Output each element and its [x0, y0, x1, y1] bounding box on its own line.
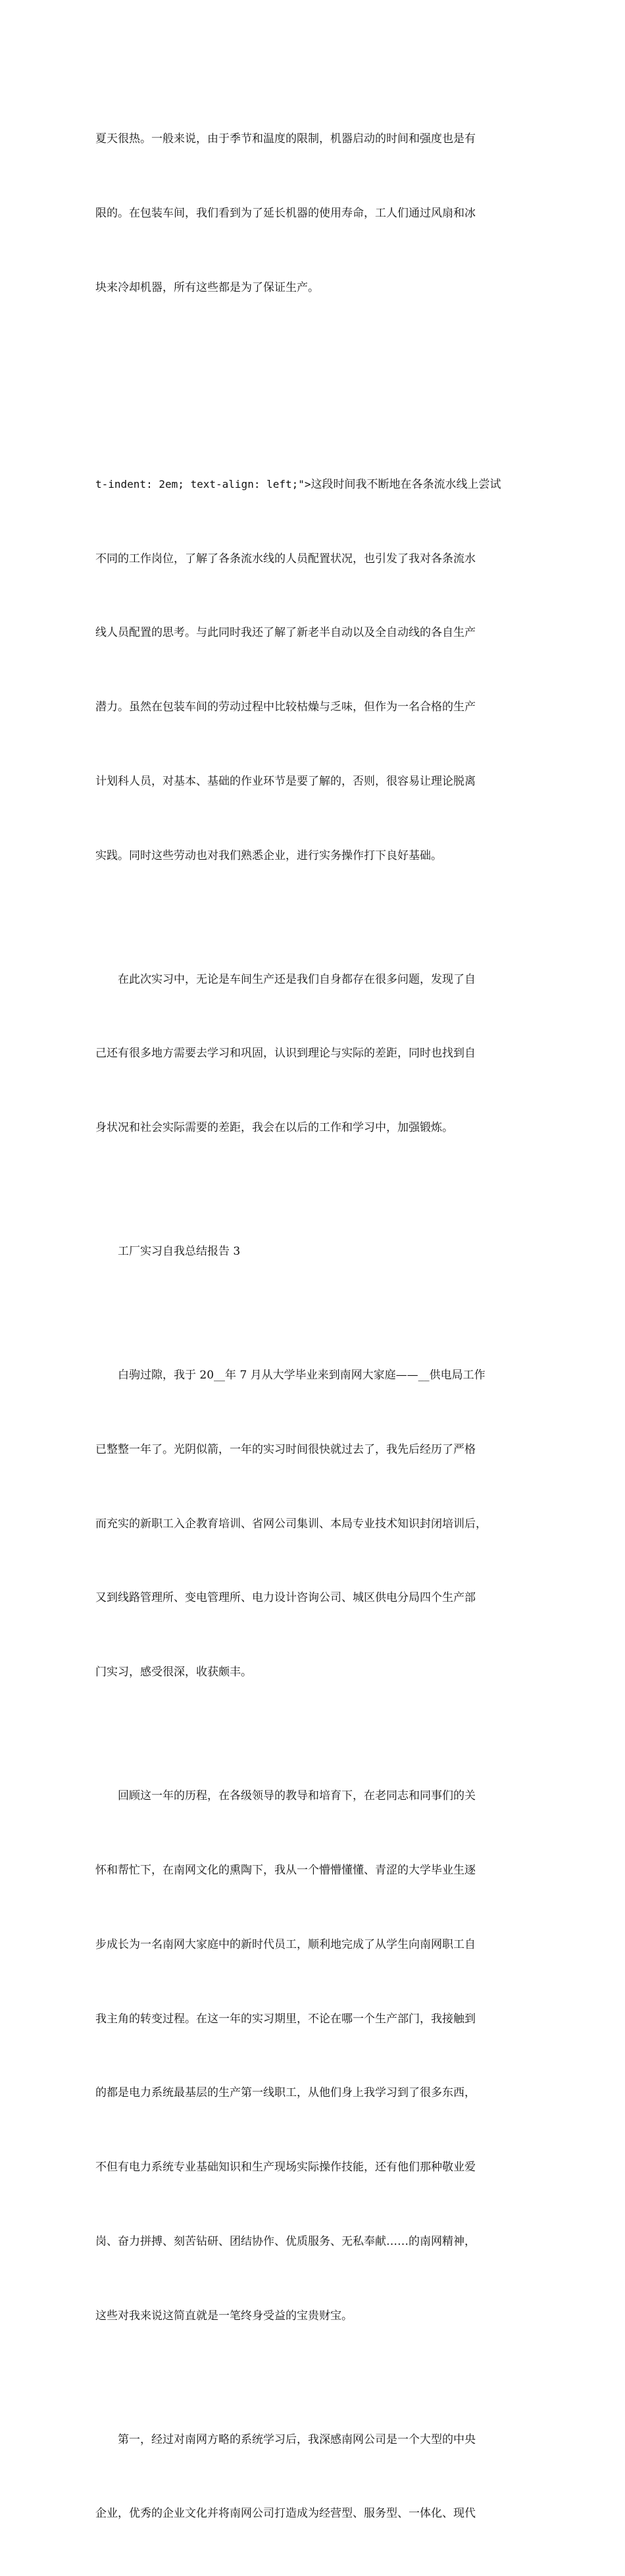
text-line: 的都是电力系统最基层的生产第一线职工，从他们身上我学习到了很多东西， — [95, 2086, 476, 2100]
text-line: 我主角的转变过程。在这一年的实习期里，不论在哪一个生产部门，我接触到 — [95, 2012, 476, 2026]
text-line-rest: 这段时间我不断地在各条流水线上尝试 — [311, 477, 501, 491]
text-line: 限的。在包装车间，我们看到为了延长机器的使用寿命，工人们通过风扇和冰 — [95, 206, 476, 220]
paragraph-internship-problems — [95, 918, 530, 1190]
text-line: 已整整一年了。光阴似箭，一年的实习时间很快就过去了，我先后经历了严格 — [95, 1442, 476, 1456]
text-line: 块来冷却机器，所有这些都是为了保证生产。 — [95, 280, 319, 294]
text-line: 门实习，感受很深，收获颇丰。 — [95, 1666, 252, 1679]
text-line: 己还有很多地方需要去学习和巩固，认识到理论与实际的差距，同时也找到自 — [95, 1047, 476, 1061]
text-line: 回顾这一年的历程，在各级领导的教导和培育下，在老同志和同事们的关 — [95, 1789, 476, 1803]
text-line: 线人员配置的思考。与此同时我还了解了新老半自动以及全自动线的各自生产 — [95, 626, 476, 640]
stray-markup-fragment: t-indent: 2em; text-align: left;"> — [95, 477, 311, 490]
heading-text: 工厂实习自我总结报告 3 — [95, 1245, 241, 1259]
text-line: 身状况和社会实际需要的差距，我会在以后的工作和学习中，加强锻炼。 — [95, 1121, 453, 1135]
text-line: 在此次实习中，无论是车间生产还是我们自身都存在很多问题，发现了自 — [95, 972, 476, 986]
text-line: 不但有电力系统专业基础知识和生产现场实际操作技能，还有他们那种敬业爱 — [95, 2161, 476, 2174]
text-line: 而充实的新职工入企教育培训、省网公司集训、本局专业技术知识封闭培训后， — [95, 1517, 487, 1531]
text-line: 步成长为一名南网大家庭中的新时代员工，顺利地完成了从学生向南网职工自 — [95, 1937, 476, 1951]
text-line: 计划科人员，对基本、基础的作业环节是要了解的，否则，很容易让理论脱离 — [95, 774, 476, 788]
text-line: 白驹过隙，我于 20__年 7 月从大学毕业来到南网大家庭——__供电局工作 — [95, 1369, 486, 1382]
paragraph-packaging-workshop — [95, 78, 530, 350]
text-line: 岗、奋力拼搏、刻苦钻研、团结协作、优质服务、无私奉献……的南网精神， — [95, 2234, 476, 2248]
paragraph-production-lines — [95, 423, 530, 918]
text-line: 怀和帮忙下，在南网文化的熏陶下，我从一个懵懵懂懂、青涩的大学毕业生逐 — [95, 1863, 476, 1877]
text-line: 潜力。虽然在包装车间的劳动过程中比较枯燥与乏味，但作为一名合格的生产 — [95, 700, 476, 714]
text-line: 不同的工作岗位，了解了各条流水线的人员配置状况，也引发了我对各条流水 — [95, 552, 476, 565]
text-line: 夏天很热。一般来说，由于季节和温度的限制，机器启动的时间和强度也是有 — [95, 132, 476, 146]
document-body — [95, 78, 530, 2576]
text-line: 又到线路管理所、变电管理所、电力设计咨询公司、城区供电分局四个生产部 — [95, 1591, 476, 1605]
text-line: 企业，优秀的企业文化并将南网公司打造成为经营型、服务型、一体化、现代 — [95, 2507, 476, 2521]
text-line: 实践。同时这些劳动也对我们熟悉企业，进行实务操作打下良好基础。 — [95, 849, 442, 862]
paragraph-review-year — [95, 1735, 530, 2378]
section-heading — [95, 1190, 530, 1314]
paragraph-graduation — [95, 1314, 530, 1735]
blank-space — [95, 350, 530, 423]
text-line: 这些对我来说这简直就是一笔终身受益的宝贵财宝。 — [95, 2309, 353, 2323]
paragraph-first-point — [95, 2378, 530, 2576]
text-line: 第一，经过对南网方略的系统学习后，我深感南网公司是一个大型的中央 — [95, 2432, 476, 2446]
text-line — [95, 472, 530, 498]
